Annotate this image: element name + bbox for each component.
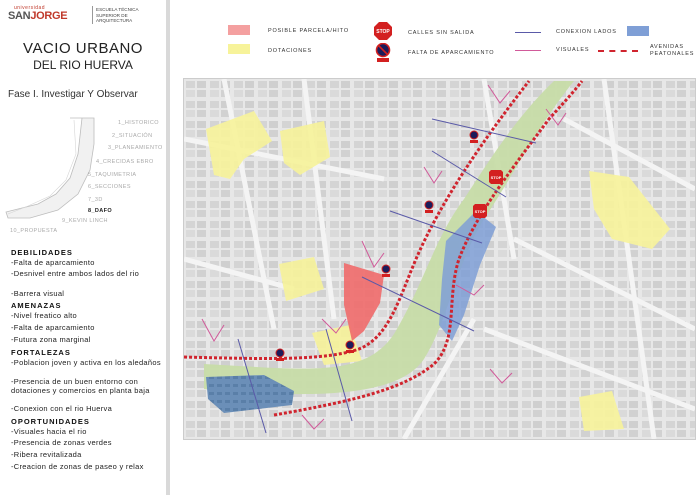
fortalezas-item-2: -Presencia de un buen entorno con dotaciones y comercios en planta baja bbox=[11, 377, 150, 395]
legend-conexion-line bbox=[515, 32, 541, 33]
amenazas-item-2: -Falta de aparcamiento bbox=[11, 323, 95, 332]
no-parking-icon bbox=[375, 43, 391, 63]
oportunidades-heading: OPORTUNIDADES bbox=[11, 417, 90, 426]
step-4[interactable]: 4_CRECIDAS EBRO bbox=[96, 159, 154, 165]
sidebar bbox=[0, 0, 170, 495]
legend-visuales-line bbox=[515, 50, 541, 51]
page-subtitle: DEL RIO HUERVA bbox=[33, 58, 133, 72]
step-7[interactable]: 7_3D bbox=[88, 197, 103, 203]
step-1[interactable]: 1_HISTORICO bbox=[118, 120, 159, 126]
legend-avenidas-line bbox=[598, 50, 638, 52]
step-10[interactable]: 10_PROPUESTA bbox=[10, 228, 58, 234]
logo-school: ESCUELA TÉCNICA SUPERIOR DE ARQUITECTURA bbox=[96, 7, 139, 24]
legend-dotaciones-label: DOTACIONES bbox=[268, 48, 312, 54]
legend-avenidas-label: AVENIDAS PEATONALES bbox=[650, 44, 695, 57]
step-6[interactable]: 6_SECCIONES bbox=[88, 184, 131, 190]
phase-label: Fase I. Investigar Y Observar bbox=[8, 89, 138, 100]
debilidades-item-3: -Barrera visual bbox=[11, 289, 65, 298]
logo-name bbox=[8, 10, 67, 22]
debilidades-item-2: -Desnivel entre ambos lados del rio bbox=[11, 269, 140, 278]
fortalezas-item-3: -Conexion con el rio Huerva bbox=[11, 404, 113, 413]
amenazas-item-1: -Nivel freatico alto bbox=[11, 311, 78, 320]
fortalezas-heading: FORTALEZAS bbox=[11, 348, 71, 357]
step-8[interactable]: 8_DAFO bbox=[88, 208, 113, 214]
legend-calles-label: CALLES SIN SALIDA bbox=[408, 30, 475, 36]
fortalezas-item-1: -Poblacion joven y activa en los aledaños bbox=[11, 358, 161, 367]
university-logo bbox=[8, 4, 158, 26]
logo-small-text: universidad bbox=[14, 5, 46, 11]
legend-visuales-label: VISUALES bbox=[556, 47, 590, 53]
map-canvas bbox=[184, 79, 695, 439]
logo-name-part1: SAN bbox=[8, 10, 31, 22]
oportunidades-item-3: -Ribera revitalizada bbox=[11, 450, 82, 459]
site-map bbox=[183, 78, 696, 440]
legend-aparcamiento-label: FALTA DE APARCAMIENTO bbox=[408, 50, 495, 56]
oportunidades-item-1: -Visuales hacia el rio bbox=[11, 427, 87, 436]
steps-navigator bbox=[0, 114, 166, 240]
oportunidades-item-2: -Presencia de zonas verdes bbox=[11, 438, 112, 447]
map-stop-text-1: STOP bbox=[490, 175, 502, 180]
logo-name-part2: JORGE bbox=[30, 10, 68, 22]
legend-parcela-swatch bbox=[228, 25, 250, 35]
debilidades-heading: DEBILIDADES bbox=[11, 248, 73, 257]
legend-dotaciones-swatch bbox=[228, 44, 250, 54]
page-title: VACIO URBANO bbox=[23, 40, 143, 57]
step-3[interactable]: 3_PLANEAMIENTO bbox=[108, 145, 163, 151]
legend-conexion-label: CONEXION LADOS bbox=[556, 29, 617, 35]
legend-conexion-swatch bbox=[627, 26, 649, 36]
step-2[interactable]: 2_SITUACIÓN bbox=[112, 133, 153, 139]
legend-parcela-label: POSIBLE PARCELA/HITO bbox=[268, 28, 349, 34]
debilidades-item-1: -Falta de aparcamiento bbox=[11, 258, 95, 267]
step-9[interactable]: 9_KEVIN LINCH bbox=[62, 218, 108, 224]
step-5[interactable]: 5_TAQUIMETRIA bbox=[88, 172, 137, 178]
legend-stop-sign-text: STOP bbox=[376, 29, 390, 35]
map-stop-text-2: STOP bbox=[474, 209, 486, 214]
amenazas-heading: AMENAZAS bbox=[11, 301, 62, 310]
oportunidades-item-4: -Creacion de zonas de paseo y relax bbox=[11, 462, 144, 471]
amenazas-item-3: -Futura zona marginal bbox=[11, 335, 91, 344]
stop-sign-icon bbox=[374, 22, 392, 40]
logo-separator bbox=[92, 6, 93, 24]
